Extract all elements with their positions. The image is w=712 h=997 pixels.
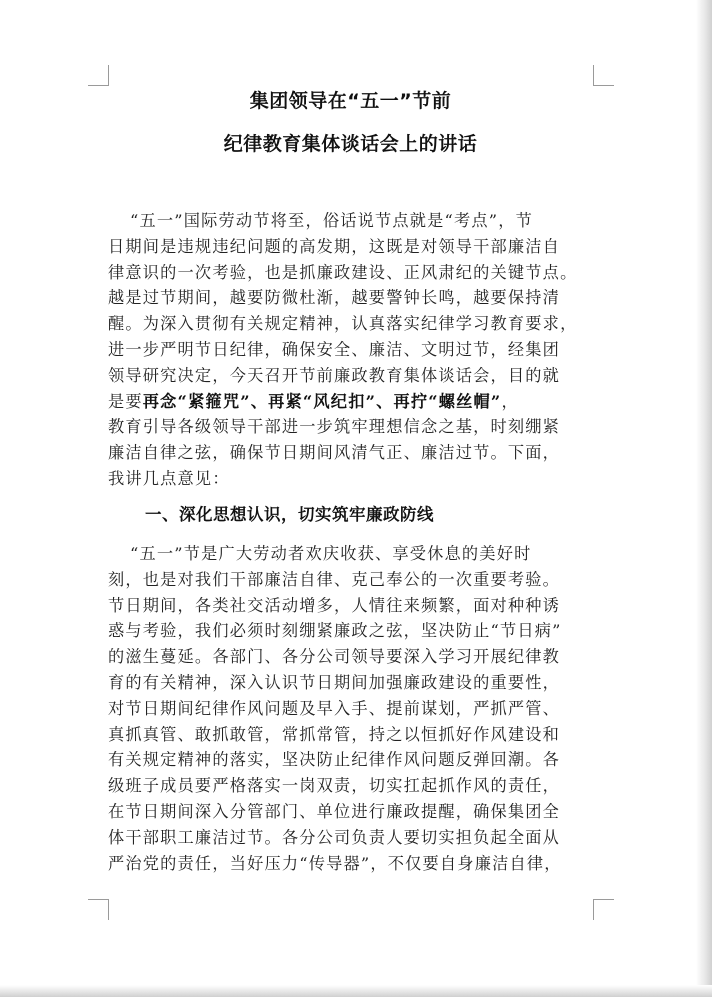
paragraph-section-1 bbox=[108, 541, 593, 876]
paragraph-intro bbox=[108, 208, 593, 492]
paragraph-line: 醒。为深入贯彻有关规定精神，认真落实纪律学习教育要求， bbox=[108, 314, 578, 334]
corner-mark-top-right bbox=[593, 65, 614, 86]
corner-mark-top-left bbox=[88, 65, 109, 86]
paragraph-line-emphasis bbox=[108, 389, 593, 415]
paragraph-line: 廉洁自律之弦，确保节日期间风清气正、廉洁过节。下面， bbox=[108, 443, 561, 463]
line-prefix: 是要 bbox=[108, 391, 143, 411]
paragraph-line: 日期间是违规违纪问题的高发期，这既是对领导干部廉洁自 bbox=[108, 236, 561, 256]
paragraph-line: 节日期间，各类社交活动增多，人情往来频繁，面对种种诱 bbox=[108, 595, 561, 615]
paragraph-line: 在节日期间深入分管部门、单位进行廉政提醒，确保集团全 bbox=[108, 801, 561, 821]
paragraph-line: 级班子成员要严格落实一岗双责，切实扛起抓作风的责任， bbox=[108, 776, 561, 796]
document-title-line2: 纪律教育集体谈话会上的讲话 bbox=[223, 133, 478, 155]
bold-emphasis: 再念“紧箍咒”、再紧“风纪扣”、再拧“螺丝帽” bbox=[142, 391, 502, 411]
paragraph-line: “五一”国际劳动节将至，俗话说节点就是“考点”，节 bbox=[130, 211, 534, 230]
paragraph-line: 进一步严明节日纪律，确保安全、廉洁、文明过节，经集团 bbox=[108, 339, 561, 359]
paragraph-line: 体干部职工廉洁过节。各分公司负责人要切实担负起全面从 bbox=[108, 827, 561, 847]
paragraph-line: 领导研究决定，今天召开节前廉政教育集体谈话会，目的就 bbox=[108, 365, 561, 385]
paragraph-line: 严治党的责任，当好压力“传导器”，不仅要自身廉洁自律， bbox=[108, 853, 562, 873]
paragraph-line: 惑与考验，我们必须时刻绷紧廉政之弦，坚决防止“节日病” bbox=[108, 621, 562, 641]
paragraph-line: 真抓真管、敢抓敢管，常抓常管，持之以恒抓好作风建设和 bbox=[108, 724, 561, 744]
page-shadow-bottom bbox=[0, 985, 712, 997]
paragraph-line: “五一”节是广大劳动者欢庆收获、享受休息的美好时 bbox=[130, 544, 532, 563]
paragraph-line: 刻，也是对我们干部廉洁自律、克己奉公的一次重要考验。 bbox=[108, 569, 561, 589]
paragraph-line: 的滋生蔓延。各部门、各分公司领导要深入学习开展纪律教 bbox=[108, 647, 561, 667]
paragraph-line: 我讲几点意见： bbox=[108, 468, 230, 488]
paragraph-line: 律意识的一次考验，也是抓廉政建设、正风肃纪的关键节点。 bbox=[108, 262, 578, 282]
corner-mark-bottom-left bbox=[88, 899, 109, 920]
section-heading-1: 一、深化思想认识，切实筑牢廉政防线 bbox=[145, 505, 434, 524]
paragraph-line: 教育引导各级领导干部进一步筑牢理想信念之基，时刻绷紧 bbox=[108, 417, 561, 437]
line-suffix: ， bbox=[501, 391, 519, 411]
paragraph-line: 有关规定精神的落实，坚决防止纪律作风问题反弹回潮。各 bbox=[108, 750, 561, 770]
paragraph-line: 育的有关精神，深入认识节日期间加强廉政建设的重要性， bbox=[108, 672, 561, 692]
paragraph-line: 对节日期间纪律作风问题及早入手、提前谋划，严抓严管、 bbox=[108, 698, 561, 718]
document-title-line1: 集团领导在“五一”节前 bbox=[249, 90, 452, 112]
corner-mark-bottom-right bbox=[593, 899, 614, 920]
paragraph-line: 越是过节期间，越要防微杜渐，越要警钟长鸣，越要保持清 bbox=[108, 288, 561, 308]
page-shadow-right bbox=[696, 0, 712, 997]
